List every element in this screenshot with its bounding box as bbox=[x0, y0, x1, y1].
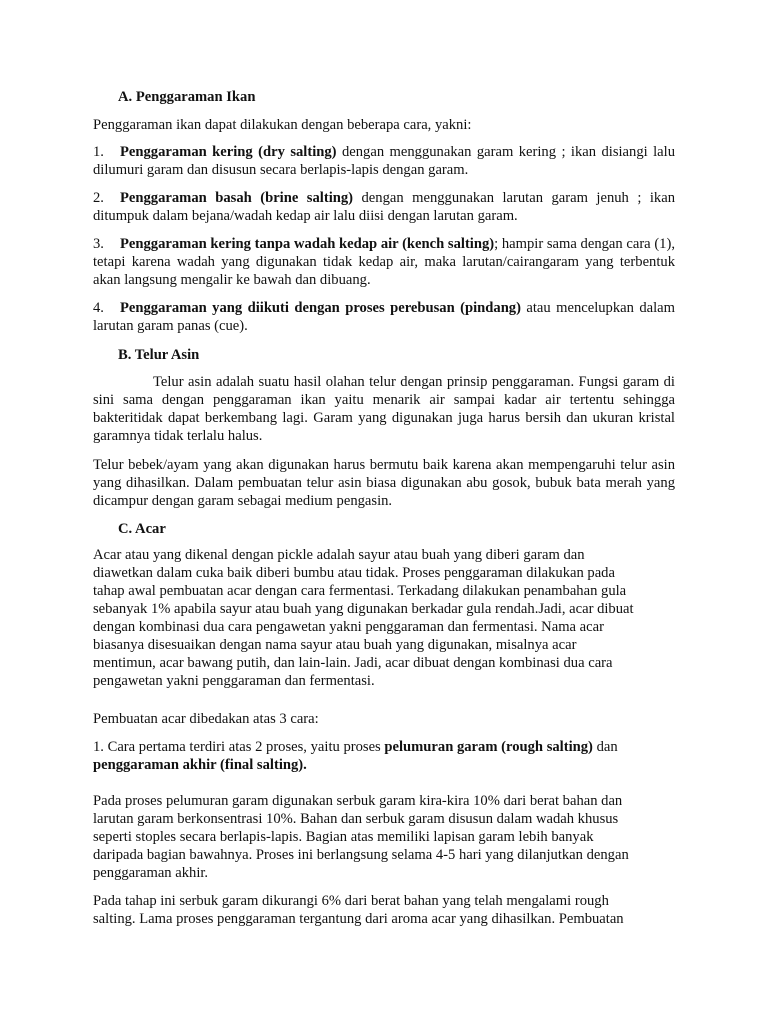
telur-asin-paragraph-1 bbox=[93, 373, 675, 445]
list-number: 1. bbox=[93, 144, 104, 160]
term-kench-salting: Penggaraman kering tanpa wadah kedap air (kench salting) bbox=[120, 236, 495, 252]
text-line: penggaraman akhir. bbox=[93, 865, 209, 881]
term-pindang: Penggaraman yang diikuti dengan proses perebusan (pindang) bbox=[120, 300, 521, 316]
text-line: Pada proses pelumuran garam digunakan serbuk garam kira-kira 10% dari berat bahan dan bbox=[93, 793, 623, 809]
text-line: pengawetan yakni penggaraman dan fermentasi. bbox=[93, 673, 375, 689]
list-text: dengan menggunakan garam kering ; ikan disiangi lalu dilumuri garam dan disusun secara berlapis-lapis dengan garam. bbox=[93, 144, 675, 178]
term-brine-salting: Penggaraman basah (brine salting) bbox=[120, 190, 354, 206]
telur-asin-text-1: Telur asin adalah suatu hasil olahan telur dengan prinsip penggaraman. Fungsi garam di sini sama dengan penggaraman ikan yaitu menarik air sampai kadar air tertentu sehingga bakteritidak dapat berkembang lagi. Garam yang digunakan juga harus bersih dan ukuran kristal garamnya tidak terlalu halus. bbox=[93, 374, 675, 444]
method-1-connector: dan bbox=[592, 739, 618, 755]
text-line: Acar atau yang dikenal dengan pickle adalah sayur atau buah yang diberi garam dan bbox=[93, 547, 585, 563]
heading-penggaraman-ikan: A. Penggaraman Ikan bbox=[118, 89, 256, 105]
text-line: mentimun, acar bawang putih, dan lain-lain. Jadi, acar dibuat dengan kombinasi dua cara bbox=[93, 655, 613, 671]
list-item-2 bbox=[93, 189, 675, 225]
acar-method-1 bbox=[93, 738, 675, 774]
heading-telur-asin: B. Telur Asin bbox=[118, 347, 200, 363]
acar-paragraph-1 bbox=[93, 546, 675, 690]
acar-methods-intro: Pembuatan acar dibedakan atas 3 cara: bbox=[93, 711, 319, 727]
term-dry-salting: Penggaraman kering (dry salting) bbox=[120, 144, 337, 160]
text-line: tahap awal pembuatan acar dengan cara fermentasi. Terkadang dilakukan penambahan gula bbox=[93, 583, 627, 599]
acar-paragraph-final-salting bbox=[93, 892, 675, 928]
text-line: Pada tahap ini serbuk garam dikurangi 6% dari berat bahan yang telah mengalami rough bbox=[93, 893, 609, 909]
text-line: seperti stoples secara berlapis-lapis. Bagian atas memiliki lapisan garam lebih banyak bbox=[93, 829, 594, 845]
text-line: daripada bagian bawahnya. Proses ini berlangsung selama 4-5 hari yang dilanjutkan dengan bbox=[93, 847, 629, 863]
intro-paragraph: Penggaraman ikan dapat dilakukan dengan beberapa cara, yakni: bbox=[93, 117, 472, 133]
text-line: sebanyak 1% apabila sayur atau buah yang digunakan berkadar gula rendah.Jadi, acar dibuat bbox=[93, 601, 634, 617]
list-text: atau mencelupkan dalam larutan garam panas (cue). bbox=[93, 300, 675, 334]
list-number: 3. bbox=[93, 236, 104, 252]
list-item-4 bbox=[93, 299, 675, 335]
list-item-3 bbox=[93, 235, 675, 289]
list-text: dengan menggunakan larutan garam jenuh ; ikan ditumpuk dalam bejana/wadah kedap air lalu diisi dengan larutan garam. bbox=[93, 190, 675, 224]
text-line bbox=[93, 756, 675, 774]
text-line: dengan kombinasi dua cara pengawetan yakni penggaraman dan fermentasi. Nama acar bbox=[93, 619, 604, 635]
text-line: salting. Lama proses penggaraman tergantung dari aroma acar yang dihasilkan. Pembuatan bbox=[93, 911, 624, 927]
list-text: ; hampir sama dengan cara (1), tetapi karena wadah yang digunakan tidak kedap air, maka larutan/cairangaram yang terbentuk akan langsung mengalir ke bawah dan dibuang. bbox=[93, 236, 675, 288]
heading-acar: C. Acar bbox=[118, 521, 166, 537]
list-number: 4. bbox=[93, 300, 104, 316]
text-line: larutan garam berkonsentrasi 10%. Bahan dan serbuk garam disusun dalam wadah khusus bbox=[93, 811, 619, 827]
text-line bbox=[93, 738, 675, 756]
text-line: biasanya disesuaikan dengan nama sayur atau buah yang digunakan, misalnya acar bbox=[93, 637, 577, 653]
method-1-text: 1. Cara pertama terdiri atas 2 proses, yaitu proses bbox=[93, 739, 385, 755]
list-number: 2. bbox=[93, 190, 104, 206]
text-line: diawetkan dalam cuka baik diberi bumbu atau tidak. Proses penggaraman dilakukan pada bbox=[93, 565, 615, 581]
telur-asin-paragraph-2: Telur bebek/ayam yang akan digunakan harus bermutu baik karena akan mempengaruhi telur asin yang dihasilkan. Dalam pembuatan telur asin biasa digunakan abu gosok, bubuk bata merah yang dicampur dengan garam sebagai medium pengasin. bbox=[93, 457, 675, 509]
term-final-salting: penggaraman akhir (final salting). bbox=[93, 757, 307, 773]
term-rough-salting: pelumuran garam (rough salting) bbox=[384, 739, 593, 755]
list-item-1 bbox=[93, 143, 675, 179]
acar-paragraph-rough-salting bbox=[93, 792, 675, 882]
